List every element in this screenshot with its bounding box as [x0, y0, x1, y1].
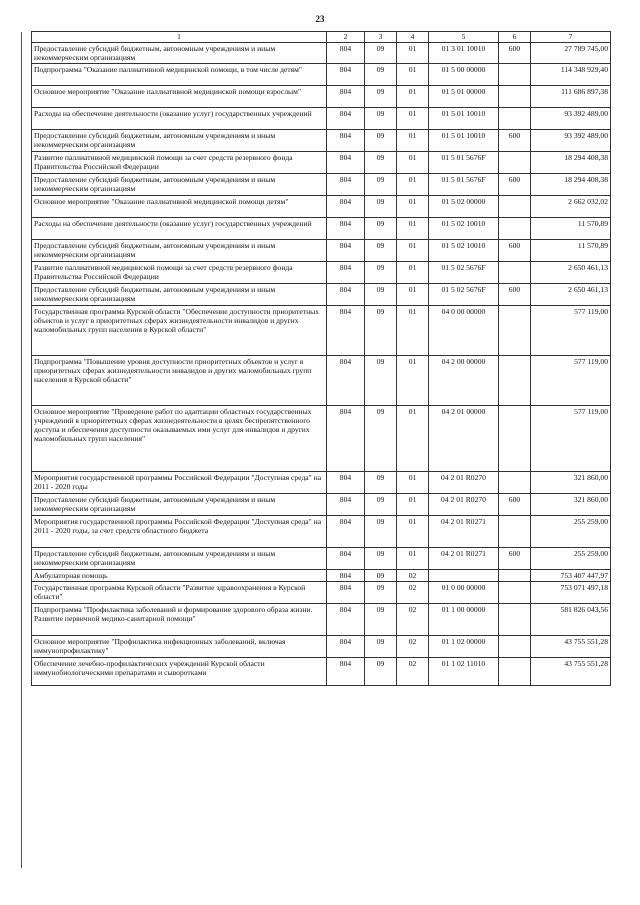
- section-code-cell: 09: [365, 356, 397, 406]
- table-row: [32, 284, 611, 306]
- ministry-code-cell: 804: [327, 570, 365, 582]
- amount-cell: 577 119,00: [531, 306, 611, 356]
- ministry-code-cell: 804: [327, 636, 365, 658]
- subsection-code-cell: 01: [397, 262, 429, 284]
- section-code-cell: 09: [365, 516, 397, 548]
- row-name-cell: Подпрограмма "Повышение уровня доступности приоритетных объектов и услуг в приоритетных сферах жизнедеятельности инвалидов и других маломобильных групп населения в Курской области": [32, 356, 327, 406]
- column-header: 7: [531, 32, 611, 43]
- row-name-cell: Предоставление субсидий бюджетным, автономным учреждениям и иным некоммерческим организациям: [32, 284, 327, 306]
- section-code-cell: 09: [365, 284, 397, 306]
- expense-type-cell: [499, 218, 531, 240]
- row-name-cell: Основное мероприятие "Оказание паллиативной медицинской помощи взрослым": [32, 86, 327, 108]
- amount-cell: 43 755 551,28: [531, 636, 611, 658]
- expense-type-cell: 600: [499, 130, 531, 152]
- section-code-cell: 09: [365, 604, 397, 636]
- subsection-code-cell: 02: [397, 658, 429, 686]
- subsection-code-cell: 01: [397, 196, 429, 218]
- row-name-cell: Предоставление субсидий бюджетным, автономным учреждениям и иным некоммерческим организациям: [32, 548, 327, 570]
- row-name-cell: Мероприятия государственной программы Российской Федерации "Доступная среда" на 2011 - 2020 годы: [32, 472, 327, 494]
- row-name-cell: Развитие паллиативной медицинской помощи за счет средств резервного фонда Правительства Российской Федерации: [32, 262, 327, 284]
- section-code-cell: 09: [365, 262, 397, 284]
- ministry-code-cell: 804: [327, 658, 365, 686]
- target-article-cell: 04 2 01 R0271: [429, 548, 499, 570]
- target-article-cell: [429, 570, 499, 582]
- row-name-cell: Расходы на обеспечение деятельности (оказание услуг) государственных учреждений: [32, 218, 327, 240]
- section-code-cell: 09: [365, 494, 397, 516]
- column-header: 6: [499, 32, 531, 43]
- ministry-code-cell: 804: [327, 582, 365, 604]
- column-header: 4: [397, 32, 429, 43]
- ministry-code-cell: 804: [327, 472, 365, 494]
- section-code-cell: 09: [365, 406, 397, 472]
- target-article-cell: 01 1 00 00000: [429, 604, 499, 636]
- expense-type-cell: [499, 64, 531, 86]
- amount-cell: 255 259,00: [531, 516, 611, 548]
- amount-cell: 18 294 408,38: [531, 152, 611, 174]
- section-code-cell: 09: [365, 472, 397, 494]
- table-row: [32, 472, 611, 494]
- expense-type-cell: 600: [499, 494, 531, 516]
- section-code-cell: 09: [365, 306, 397, 356]
- expense-type-cell: [499, 570, 531, 582]
- target-article-cell: 01 5 02 5676F: [429, 262, 499, 284]
- row-name-cell: Предоставление субсидий бюджетным, автономным учреждениям и иным некоммерческим организациям: [32, 240, 327, 262]
- ministry-code-cell: 804: [327, 406, 365, 472]
- row-name-cell: Обеспечение лечебно-профилактических учреждений Курской области иммунобиологическими препаратами и сыворотками: [32, 658, 327, 686]
- amount-cell: 43 755 551,28: [531, 658, 611, 686]
- target-article-cell: 01 1 02 00000: [429, 636, 499, 658]
- row-name-cell: Основное мероприятие "Оказание паллиативной медицинской помощи детям": [32, 196, 327, 218]
- row-name-cell: Основное мероприятие "Проведение работ по адаптации областных государственных учреждений в приоритетных сферах жизнедеятельности в целях беспрепятственного доступа и обеспечения доступности оказываемых ими услуг для инвалидов и других маломобильных групп населения": [32, 406, 327, 472]
- subsection-code-cell: 01: [397, 406, 429, 472]
- margin-line: [21, 32, 22, 868]
- ministry-code-cell: 804: [327, 284, 365, 306]
- subsection-code-cell: 01: [397, 472, 429, 494]
- table-header-row: [32, 32, 611, 43]
- subsection-code-cell: 01: [397, 356, 429, 406]
- subsection-code-cell: 01: [397, 152, 429, 174]
- subsection-code-cell: 01: [397, 43, 429, 64]
- amount-cell: 11 570,89: [531, 218, 611, 240]
- row-name-cell: Государственная программа Курской области "Развитие здравоохранения в Курской области": [32, 582, 327, 604]
- table-row: [32, 43, 611, 64]
- subsection-code-cell: 02: [397, 570, 429, 582]
- section-code-cell: 09: [365, 196, 397, 218]
- table-row: [32, 196, 611, 218]
- expense-type-cell: 600: [499, 548, 531, 570]
- section-code-cell: 09: [365, 64, 397, 86]
- subsection-code-cell: 01: [397, 218, 429, 240]
- target-article-cell: 04 2 01 00000: [429, 406, 499, 472]
- ministry-code-cell: 804: [327, 64, 365, 86]
- expense-type-cell: 600: [499, 174, 531, 196]
- ministry-code-cell: 804: [327, 86, 365, 108]
- expense-type-cell: [499, 516, 531, 548]
- ministry-code-cell: 804: [327, 356, 365, 406]
- amount-cell: 111 686 897,38: [531, 86, 611, 108]
- table-row: [32, 406, 611, 472]
- ministry-code-cell: 804: [327, 108, 365, 130]
- section-code-cell: 09: [365, 43, 397, 64]
- target-article-cell: 04 2 01 R0270: [429, 494, 499, 516]
- section-code-cell: 09: [365, 658, 397, 686]
- subsection-code-cell: 02: [397, 636, 429, 658]
- table-row: [32, 130, 611, 152]
- target-article-cell: 01 5 01 00000: [429, 86, 499, 108]
- row-name-cell: Предоставление субсидий бюджетным, автономным учреждениям и иным некоммерческим организациям: [32, 130, 327, 152]
- table-row: [32, 516, 611, 548]
- expense-type-cell: 600: [499, 43, 531, 64]
- amount-cell: 2 650 461,13: [531, 284, 611, 306]
- amount-cell: 2 650 461,13: [531, 262, 611, 284]
- target-article-cell: 01 0 00 00000: [429, 582, 499, 604]
- section-code-cell: 09: [365, 636, 397, 658]
- subsection-code-cell: 01: [397, 494, 429, 516]
- amount-cell: 321 860,00: [531, 494, 611, 516]
- target-article-cell: 01 5 01 5676F: [429, 152, 499, 174]
- amount-cell: 114 348 929,40: [531, 64, 611, 86]
- subsection-code-cell: 01: [397, 548, 429, 570]
- target-article-cell: 01 5 02 10010: [429, 240, 499, 262]
- table-row: [32, 262, 611, 284]
- table-row: [32, 174, 611, 196]
- amount-cell: 93 392 489,00: [531, 130, 611, 152]
- table-row: [32, 240, 611, 262]
- expense-type-cell: [499, 636, 531, 658]
- amount-cell: 753 071 497,18: [531, 582, 611, 604]
- expense-type-cell: 600: [499, 284, 531, 306]
- target-article-cell: 01 1 02 11010: [429, 658, 499, 686]
- ministry-code-cell: 804: [327, 196, 365, 218]
- section-code-cell: 09: [365, 130, 397, 152]
- expense-type-cell: [499, 108, 531, 130]
- amount-cell: 255 259,00: [531, 548, 611, 570]
- ministry-code-cell: 804: [327, 494, 365, 516]
- target-article-cell: 01 3 01 10010: [429, 43, 499, 64]
- expense-type-cell: [499, 196, 531, 218]
- ministry-code-cell: 804: [327, 218, 365, 240]
- subsection-code-cell: 02: [397, 604, 429, 636]
- expense-type-cell: [499, 406, 531, 472]
- table-row: [32, 582, 611, 604]
- section-code-cell: 09: [365, 548, 397, 570]
- subsection-code-cell: 01: [397, 306, 429, 356]
- target-article-cell: 01 5 00 00000: [429, 64, 499, 86]
- row-name-cell: Предоставление субсидий бюджетным, автономным учреждениям и иным некоммерческим организациям: [32, 43, 327, 64]
- section-code-cell: 09: [365, 152, 397, 174]
- row-name-cell: Амбулаторная помощь: [32, 570, 327, 582]
- subsection-code-cell: 01: [397, 64, 429, 86]
- table-row: [32, 494, 611, 516]
- amount-cell: 11 570,89: [531, 240, 611, 262]
- amount-cell: 2 662 032,02: [531, 196, 611, 218]
- expense-type-cell: [499, 356, 531, 406]
- row-name-cell: Подпрограмма "Оказание паллиативной медицинской помощи, в том числе детям": [32, 64, 327, 86]
- target-article-cell: 04 2 01 R0271: [429, 516, 499, 548]
- table-body: [32, 43, 611, 686]
- table-row: [32, 64, 611, 86]
- column-header: 3: [365, 32, 397, 43]
- section-code-cell: 09: [365, 218, 397, 240]
- amount-cell: 321 860,00: [531, 472, 611, 494]
- amount-cell: 577 119,00: [531, 406, 611, 472]
- table-row: [32, 570, 611, 582]
- page-number: 23: [315, 14, 325, 24]
- subsection-code-cell: 01: [397, 240, 429, 262]
- section-code-cell: 09: [365, 174, 397, 196]
- section-code-cell: 09: [365, 582, 397, 604]
- target-article-cell: 04 2 01 R0270: [429, 472, 499, 494]
- expense-type-cell: [499, 582, 531, 604]
- target-article-cell: 01 5 02 5676F: [429, 284, 499, 306]
- table-row: [32, 604, 611, 636]
- row-name-cell: Подпрограмма "Профилактика заболеваний и формирование здорового образа жизни. Развитие первичной медико-санитарной помощи": [32, 604, 327, 636]
- row-name-cell: Основное мероприятие "Профилактика инфекционных заболеваний, включая иммунопрофилактику": [32, 636, 327, 658]
- table-row: [32, 86, 611, 108]
- column-header: 1: [32, 32, 327, 43]
- section-code-cell: 09: [365, 570, 397, 582]
- target-article-cell: 01 5 02 00000: [429, 196, 499, 218]
- amount-cell: 27 789 745,00: [531, 43, 611, 64]
- table-row: [32, 356, 611, 406]
- table-row: [32, 218, 611, 240]
- target-article-cell: 01 5 02 10010: [429, 218, 499, 240]
- table-row: [32, 658, 611, 686]
- ministry-code-cell: 804: [327, 174, 365, 196]
- target-article-cell: 01 5 01 5676F: [429, 174, 499, 196]
- row-name-cell: Развитие паллиативной медицинской помощи за счет средств резервного фонда Правительства Российской Федерации: [32, 152, 327, 174]
- table-row: [32, 108, 611, 130]
- expense-type-cell: [499, 262, 531, 284]
- section-code-cell: 09: [365, 108, 397, 130]
- ministry-code-cell: 804: [327, 306, 365, 356]
- expense-type-cell: 600: [499, 240, 531, 262]
- row-name-cell: Мероприятия государственной программы Российской Федерации "Доступная среда" на 2011 - 2020 годы, за счет средств областного бюджета: [32, 516, 327, 548]
- row-name-cell: Предоставление субсидий бюджетным, автономным учреждениям и иным некоммерческим организациям: [32, 174, 327, 196]
- subsection-code-cell: 01: [397, 108, 429, 130]
- ministry-code-cell: 804: [327, 152, 365, 174]
- target-article-cell: 04 2 00 00000: [429, 356, 499, 406]
- ministry-code-cell: 804: [327, 604, 365, 636]
- row-name-cell: Расходы на обеспечение деятельности (оказание услуг) государственных учреждений: [32, 108, 327, 130]
- subsection-code-cell: 01: [397, 86, 429, 108]
- subsection-code-cell: 01: [397, 516, 429, 548]
- amount-cell: 18 294 408,38: [531, 174, 611, 196]
- ministry-code-cell: 804: [327, 262, 365, 284]
- table-row: [32, 152, 611, 174]
- ministry-code-cell: 804: [327, 548, 365, 570]
- amount-cell: 753 407 447,97: [531, 570, 611, 582]
- ministry-code-cell: 804: [327, 240, 365, 262]
- column-header: 5: [429, 32, 499, 43]
- amount-cell: 577 119,00: [531, 356, 611, 406]
- subsection-code-cell: 01: [397, 284, 429, 306]
- subsection-code-cell: 01: [397, 174, 429, 196]
- subsection-code-cell: 01: [397, 130, 429, 152]
- expense-type-cell: [499, 658, 531, 686]
- expense-type-cell: [499, 152, 531, 174]
- ministry-code-cell: 804: [327, 130, 365, 152]
- target-article-cell: 01 5 01 10010: [429, 130, 499, 152]
- column-header: 2: [327, 32, 365, 43]
- row-name-cell: Государственная программа Курской области "Обеспечение доступности приоритетных объектов и услуг в приоритетных сферах жизнедеятельности инвалидов и других маломобильных групп населения в Курской области": [32, 306, 327, 356]
- subsection-code-cell: 02: [397, 582, 429, 604]
- row-name-cell: Предоставление субсидий бюджетным, автономным учреждениям и иным некоммерческим организациям: [32, 494, 327, 516]
- expense-type-cell: [499, 86, 531, 108]
- ministry-code-cell: 804: [327, 516, 365, 548]
- target-article-cell: 01 5 01 10010: [429, 108, 499, 130]
- expense-type-cell: [499, 604, 531, 636]
- section-code-cell: 09: [365, 86, 397, 108]
- amount-cell: 93 392 489,00: [531, 108, 611, 130]
- expense-type-cell: [499, 306, 531, 356]
- budget-table: [31, 31, 611, 686]
- ministry-code-cell: 804: [327, 43, 365, 64]
- target-article-cell: 04 0 00 00000: [429, 306, 499, 356]
- amount-cell: 581 826 043,56: [531, 604, 611, 636]
- table-row: [32, 306, 611, 356]
- section-code-cell: 09: [365, 240, 397, 262]
- table-row: [32, 636, 611, 658]
- table-row: [32, 548, 611, 570]
- expense-type-cell: [499, 472, 531, 494]
